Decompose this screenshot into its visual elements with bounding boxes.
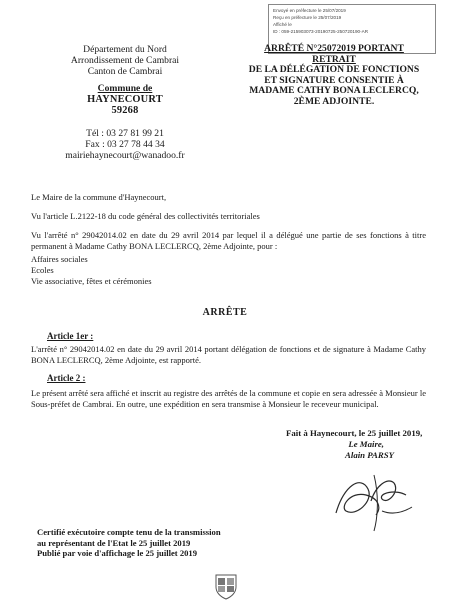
certification-line: Publié par voie d'affichage le 25 juillet 2019 <box>37 548 198 559</box>
arrete-heading: ARRÊTE <box>202 307 248 318</box>
certification-line: au représentant de l'Etat le 25 juillet 2019 <box>37 537 191 548</box>
title-line: ET SIGNATURE CONSENTIE À <box>264 74 404 86</box>
department: Département du Nord <box>83 44 167 55</box>
municipal-seal-icon <box>212 572 240 600</box>
postcode: 59268 <box>111 105 139 116</box>
title-line: 2ÈME ADJOINTE. <box>293 95 375 107</box>
article-1-label: Article 1er : <box>47 331 94 341</box>
title-line: DE LA DÉLÉGATION DE FONCTIONS <box>248 64 420 76</box>
certification-line: Certifié exécutoire compte tenu de la transmission <box>37 527 221 537</box>
delegation-item: Ecoles <box>31 265 54 275</box>
email: mairiehaynecourt@wanadoo.fr <box>65 150 185 161</box>
prior-decree: Vu l'arrêté n° 29042014.02 en date du 29 avril 2014 par lequel il a délégué une partie de ses fonctions à titre permanent à Madame Cathy BONA LECLERCQ, 2ème Adjointe, pour : <box>31 230 426 251</box>
stamp-line: Envoyé en préfecture le 25/07/2019 <box>273 8 346 13</box>
telephone: Tél : 03 27 81 99 21 <box>86 128 164 139</box>
legal-basis: Vu l'article L.2122-18 du code général des collectivités territoriales <box>31 211 260 221</box>
delegation-list <box>31 254 426 287</box>
municipality-header <box>30 44 220 161</box>
stamp-line: Reçu en préfecture le 25/07/2019 <box>273 15 342 20</box>
delegation-item: Vie associative, fêtes et cérémonies <box>31 276 152 286</box>
stamp-line: ID : 059-215903073-20190725-250720190-AR <box>273 29 369 34</box>
title-line: ARRÊTÉ N°25072019 PORTANT RETRAIT <box>264 43 404 65</box>
delegation-item: Affaires sociales <box>31 254 88 264</box>
canton: Canton de Cambrai <box>87 66 163 77</box>
signature-place-date: Fait à Haynecourt, le 25 juillet 2019, <box>286 428 423 438</box>
commune-name: HAYNECOURT <box>87 94 163 105</box>
certification-block <box>37 527 267 559</box>
signature-name: Alain PARSY <box>345 450 394 460</box>
decree-title <box>244 44 424 108</box>
fax: Fax : 03 27 78 44 34 <box>85 139 165 150</box>
commune-label: Commune de <box>97 83 153 94</box>
handwritten-signature <box>316 455 426 535</box>
article-2-label: Article 2 : <box>47 373 86 383</box>
title-line: MADAME CATHY BONA LECLERCQ, <box>249 85 419 97</box>
signature-role: Le Maire, <box>348 439 384 449</box>
arrondissement: Arrondissement de Cambrai <box>70 55 180 66</box>
article-2-text: Le présent arrêté sera affiché et inscrit au registre des arrêtés de la commune et copie en sera adressée à Monsieur le Sous-préfet de Cambrai. En outre, une expédition en sera transmise à Monsieur le receveur municipal. <box>31 388 426 409</box>
article-1-text: L'arrêté n° 29042014.02 en date du 29 avril 2014 portant délégation de fonctions et de signature à Madame Cathy BONA LECLERCQ, 2ème Adjointe, est rapporté. <box>31 344 426 365</box>
mayor-line: Le Maire de la commune d'Haynecourt, <box>31 192 167 202</box>
stamp-line: Affiché le <box>273 22 292 27</box>
